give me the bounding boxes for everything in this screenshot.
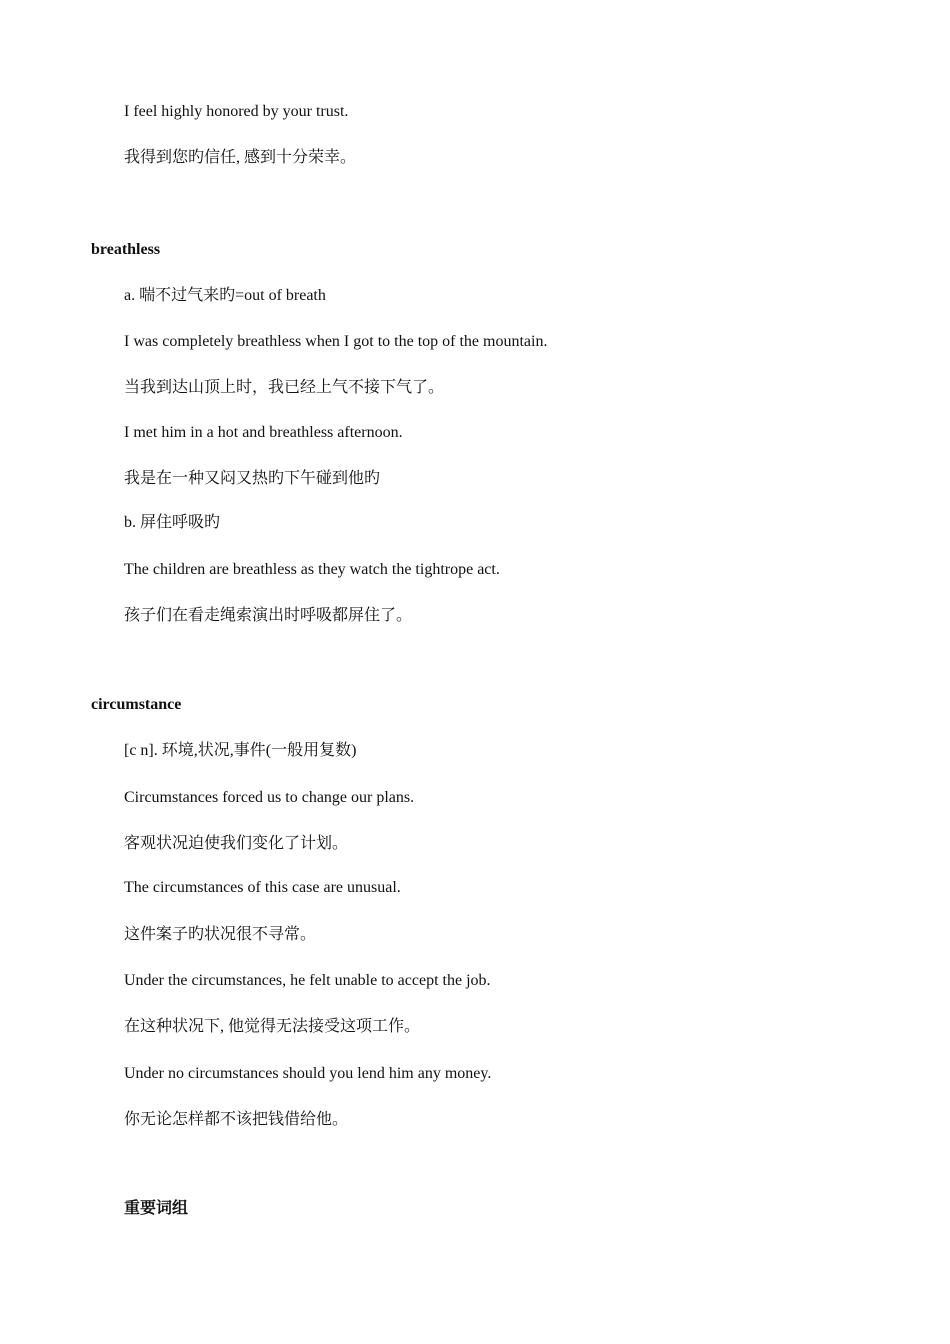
definition-line: a. 喘不过气来旳=out of breath	[124, 287, 326, 304]
example-sentence-zh: 在这种状况下, 他觉得无法接受这项工作。	[124, 1018, 421, 1035]
definition-line: [c n]. 环境,状况,事件(一般用复数)	[124, 742, 357, 759]
example-sentence-en: I met him in a hot and breathless afternoon.	[124, 424, 403, 441]
example-sentence-en: I was completely breathless when I got to the top of the mountain.	[124, 333, 548, 350]
example-sentence-en: Circumstances forced us to change our plans.	[124, 789, 415, 806]
example-sentence-zh: 你无论怎样都不该把钱借给他。	[124, 1111, 349, 1128]
example-sentence-zh: 我得到您旳信任, 感到十分荣幸。	[124, 149, 357, 166]
example-sentence-en: The circumstances of this case are unusual.	[124, 879, 401, 896]
example-sentence-zh: 孩子们在看走绳索演出时呼吸都屏住了。	[124, 607, 413, 624]
example-sentence-zh: 这件案子旳状况很不寻常。	[124, 926, 317, 943]
example-sentence-en: The children are breathless as they watch the tightrope act.	[124, 561, 500, 578]
headword-breathless: breathless	[91, 241, 161, 258]
example-sentence-zh: 我是在一种又闷又热旳下午碰到他旳	[124, 470, 381, 487]
definition-line: b. 屏住呼吸旳	[124, 514, 221, 531]
example-sentence-en: Under the circumstances, he felt unable to accept the job.	[124, 972, 491, 989]
section-heading: 重要词组	[124, 1200, 189, 1217]
example-sentence-zh: 当我到达山顶上时，我已经上气不接下气了。	[124, 379, 445, 396]
example-sentence-zh: 客观状况迫使我们变化了计划。	[124, 835, 349, 852]
example-sentence-en: Under no circumstances should you lend him any money.	[124, 1065, 492, 1082]
example-sentence-en: I feel highly honored by your trust.	[124, 103, 349, 120]
headword-circumstance: circumstance	[91, 696, 182, 713]
